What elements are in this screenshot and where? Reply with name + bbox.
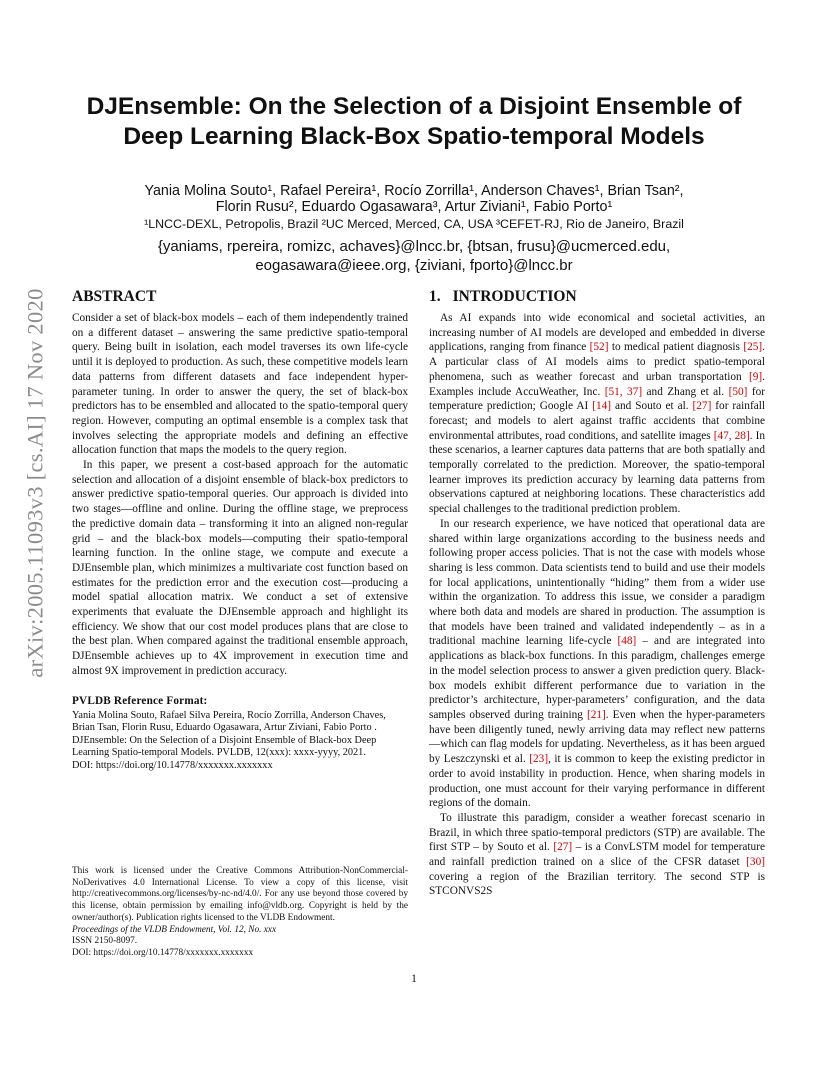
intro-paragraph-3: To illustrate this paradigm, consider a weather forecast scenario in Brazil, in which three spatio-temporal predictors (STP) are available. The first STP – by Souto et al. [27] – is a ConvLSTM model for temperature and rainfall prediction trained on a slice of the CFSR dataset [30] covering a region of the Brazilian territory. The second STP is STCONVS2S: [429, 811, 765, 898]
citation-link[interactable]: [47, 28]: [713, 429, 750, 442]
citation-link[interactable]: [51, 37]: [604, 385, 643, 398]
abstract-paragraph-2: In this paper, we present a cost-based approach for the automatic selection and allocation of a disjoint ensemble of black-box predictors to answer predictive spatio-temporal queries. Our approach is divided into two stages—offline and online. During the offline stage, we preprocess the predictive domain data – transforming it into an aligned non-regular grid – and the black-box models—computing their spatio-temporal learning function. In the online stage, we compute and execute a DJEnsemble plan, which minimizes a multivariate cost function based on estimates for the prediction error and the execution cost—producing a model spatial allocation matrix. We conduct a set of extensive experiments that evaluate the DJEnsemble approach and highlight its efficiency. We show that our cost model produces plans that are close to the best plan. When compared against the traditional ensemble approach, DJEnsemble achieves up to 4X improvement in execution time and almost 9X improvement in prediction accuracy.: [72, 459, 408, 677]
section-number: 1.: [429, 288, 441, 305]
intro-paragraph-2: In our research experience, we have noticed that operational data are shared within large organizations according to the business needs and following proper access policies. That is not the case with models whose sharing is less common. Data scientists tend to build and use their models for local applications, unintentionally “hiding” them from a wider use within the organization. To address this issue, we consider a paradigm where both data and models are shared in production. The assumption is that models have been trained and validated independently – as in a traditional machine learning life-cycle [48] – and are integrated into applications as black-box functions. In this paradigm, challenges emerge in the model selection process to answer a given prediction query. Black-box models exhibit different performance due to variation in the predictor’s architecture, hyper-parameters’ configuration, and the data samples observed during training [21]. Even when the hyper-parameters have been diligently tuned, newly arriving data may reflect new patterns—which can flag models for updating. Nevertheless, as it has been argued by Leszczynski et al. [23], it is common to keep the existing predictor in order to avoid instability in production. Hence, when sharing models in production, one must account for their varying performance in different regions of the domain.: [429, 517, 765, 810]
license-proceedings: [72, 925, 408, 937]
arxiv-stamp: [16, 287, 56, 678]
email-line-2: eogasawara@ieee.org, {ziviani, fporto}@lncc.br: [255, 257, 573, 274]
paper-title: [60, 92, 768, 152]
citation-link[interactable]: [50]: [728, 385, 748, 398]
author-names: [60, 184, 768, 215]
reference-format-text: Yania Molina Souto, Rafael Silva Pereira, Rocío Zorrilla, Anderson Chaves, Brian Tsan, Florin Rusu, Eduardo Ogasawara, Artur Ziviani, Fabio Porto . DJEnsemble: On the Selection of a Disjoint Ensemble of Black-box Deep Learning Spatio-temporal Models. PVLDB, 12(xxx): xxxx-yyyy, 2021.: [72, 709, 386, 759]
proceedings-text: Proceedings of the VLDB Endowment, Vol. 12, No. xxx: [72, 924, 277, 935]
citation-link[interactable]: [30]: [746, 856, 765, 869]
citation-link[interactable]: [27]: [692, 400, 712, 413]
citation-link[interactable]: [27]: [553, 841, 573, 854]
citation-link[interactable]: [14]: [592, 400, 612, 413]
abstract-heading: ABSTRACT: [72, 288, 157, 305]
introduction-heading: [429, 288, 765, 306]
title-line-2: Deep Learning Black-Box Spatio-temporal Models: [123, 123, 705, 150]
citation-link[interactable]: [52]: [589, 341, 609, 354]
intro-paragraph-1: As AI expands into wide economical and societal activities, an increasing number of AI models are developed and embedded in diverse applications, ranging from finance [52] to medical patient diagnosis [25]. A particular class of AI models aims to predict spatio-temporal phenomena, such as weather forecast and urban transportation [9]. Examples include AccuWeather, Inc. [51, 37] and Zhang et al. [50] for temperature prediction; Google AI [14] and Souto et al. [27] for rainfall forecast; and models to alert against traffic accidents that combine environmental attributes, road conditions, and satellite images [47, 28]. In these scenarios, a learner captures data patterns that are both spatially and temporally correlated to the prediction. Moreover, the spatio-temporal learner improves its prediction accuracy by learning data patterns from observations captured at neighboring locations. These characteristics add special challenges to the traditional prediction problem.: [429, 312, 766, 516]
citation-link[interactable]: [21]: [586, 708, 606, 721]
reference-format-heading: PVLDB Reference Format:: [72, 694, 208, 707]
citation-link[interactable]: [23]: [529, 753, 549, 766]
left-column: [72, 288, 408, 773]
author-emails: [60, 237, 768, 275]
license-block: [72, 866, 408, 960]
right-column: [429, 288, 765, 899]
license-text: This work is licensed under the Creative Commons Attribution-NonCommercial-NoDerivatives 4.0 International License. To view a copy of this license, visit http://creativecommons.org/licenses/by-nc-nd/4.0/. For any use beyond those covered by this license, obtain permission by emailing info@vldb.org. Copyright is held by the owner/author(s). Publication rights licensed to the VLDB Endowment.: [72, 866, 408, 923]
author-line-1: Yania Molina Souto¹, Rafael Pereira¹, Rocío Zorrilla¹, Anderson Chaves¹, Brian Tsan²,: [144, 183, 684, 199]
citation-link[interactable]: [48]: [617, 635, 637, 648]
section-title: INTRODUCTION: [452, 288, 577, 305]
citation-link[interactable]: [25]: [743, 341, 763, 354]
reference-format-doi: DOI: https://doi.org/10.14778/xxxxxxx.xxxxxxx: [72, 759, 273, 771]
title-line-1: DJEnsemble: On the Selection of a Disjoint Ensemble of: [86, 93, 742, 120]
author-line-2: Florin Rusu², Eduardo Ogasawara³, Artur Ziviani¹, Fabio Porto¹: [215, 198, 613, 215]
author-block: [60, 184, 768, 275]
license-issn: ISSN 2150-8097.: [72, 936, 138, 947]
license-doi: DOI: https://doi.org/10.14778/xxxxxxx.xxxxxxx: [72, 947, 254, 958]
page-number: 1: [411, 973, 417, 985]
email-line-1: {yaniams, rpereira, romizc, achaves}@lncc.br, {btsan, frusu}@ucmerced.edu,: [157, 238, 671, 255]
abstract-paragraph-1: Consider a set of black-box models – each of them independently trained on a different dataset – answering the same predictive spatio-temporal query. Being built in isolation, each model traverses its own life-cycle until it is deployed to production. As such, these competitive models learn data patterns from different datasets and face independent hyper-parameter tuning. In order to answer the query, the set of black-box predictors has to be ensembled and allocated to the spatio-temporal query region. However, computing an optimal ensemble is a complex task that involves selecting the appropriate models and defining an effective allocation function that maps the models to the query region.: [72, 312, 408, 457]
affiliations: ¹LNCC-DEXL, Petropolis, Brazil ²UC Merced, Merced, CA, USA ³CEFET-RJ, Rio de Janeiro, Brazil: [144, 217, 684, 231]
reference-format: [72, 694, 408, 773]
arxiv-stamp-text: arXiv:2005.11093v3 [cs.AI] 17 Nov 2020: [23, 287, 49, 678]
citation-link[interactable]: [9]: [748, 370, 763, 383]
